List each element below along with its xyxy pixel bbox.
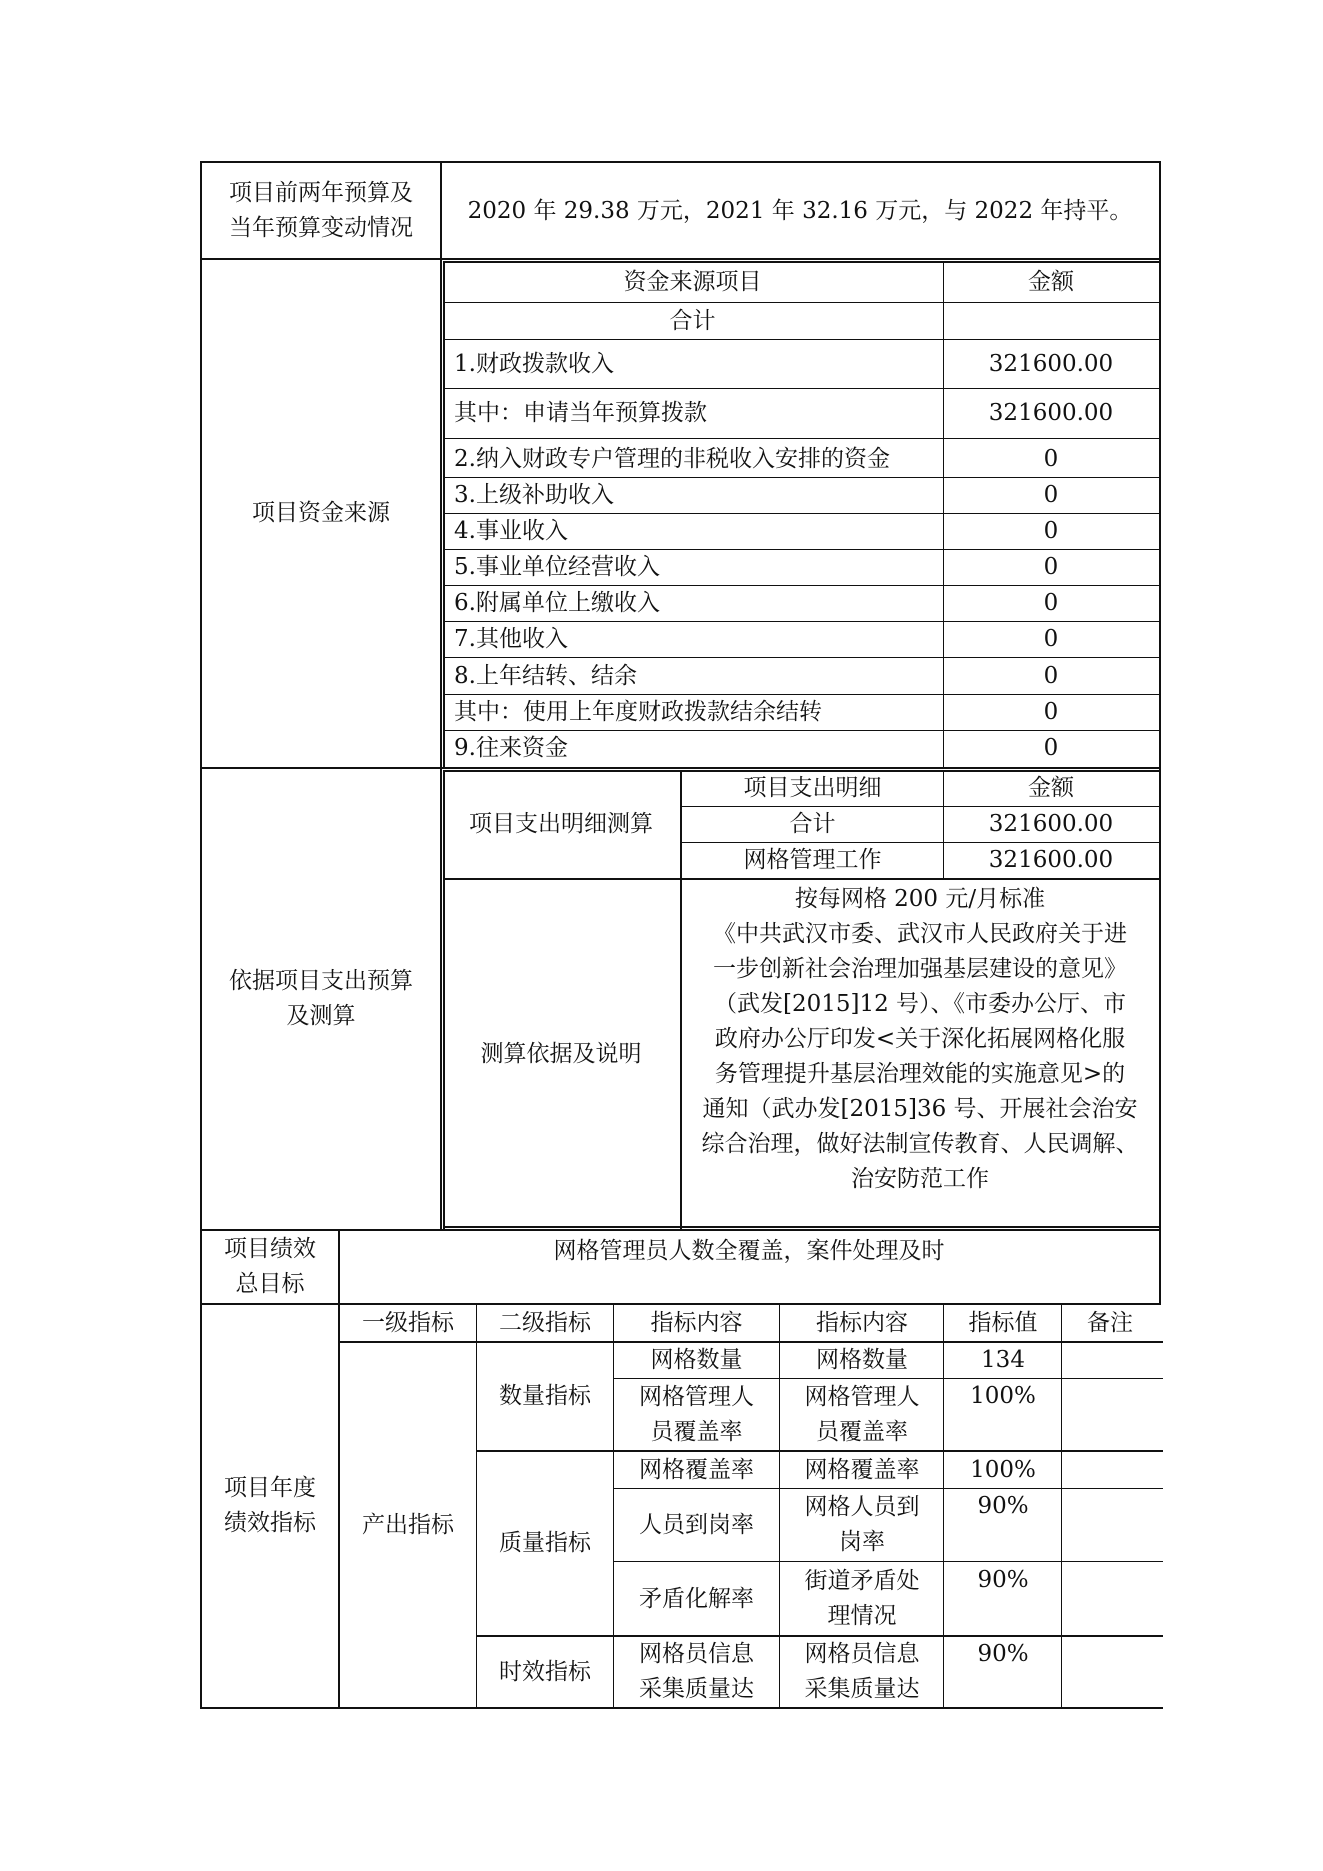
indicator-level1: 产出指标 xyxy=(362,1511,454,1538)
indicator-value: 100% xyxy=(970,1456,1036,1483)
indicator-content: 网格管理人 员覆盖率 xyxy=(804,1383,920,1445)
border-line xyxy=(200,767,1161,769)
prior-budget-value: 2020 年 29.38 万元，2021 年 32.16 万元，与 2022 年持平。 xyxy=(467,197,1133,224)
funding-row-item: 7.其他收入 xyxy=(454,625,568,652)
indicator-note xyxy=(1062,1563,1158,1635)
border-line xyxy=(440,161,442,1231)
border-line xyxy=(943,1303,944,1707)
basis-label: 测算依据及说明 xyxy=(480,1040,642,1067)
indicator-content: 网格数量 xyxy=(650,1347,743,1373)
border-line xyxy=(443,339,1161,340)
border-line xyxy=(1159,161,1161,1305)
indicator-content: 街道矛盾处 理情况 xyxy=(804,1568,920,1629)
indicator-content: 网格数量 xyxy=(816,1347,908,1373)
funding-row-amount: 0 xyxy=(1043,517,1059,544)
funding-row-amount: 321600.00 xyxy=(988,399,1114,426)
border-line xyxy=(1061,1303,1062,1707)
indicators-label: 项目年度 绩效指标 xyxy=(224,1475,316,1536)
border-line xyxy=(476,1635,1163,1637)
funding-header-item: 资金来源项目 xyxy=(623,268,762,295)
indicator-note xyxy=(1062,1489,1158,1561)
border-line xyxy=(613,1378,1163,1379)
border-line xyxy=(443,730,1161,731)
expense-row-item: 网格管理工作 xyxy=(743,847,882,873)
funding-row-amount: 0 xyxy=(1043,698,1059,725)
border-line xyxy=(943,261,944,767)
funding-source-label: 项目资金来源 xyxy=(252,500,390,526)
border-line xyxy=(680,842,1161,843)
indicator-content: 人员到岗率 xyxy=(639,1511,754,1538)
funding-row-item: 其中：申请当年预算拨款 xyxy=(454,399,707,426)
indicator-content: 网格覆盖率 xyxy=(804,1456,920,1483)
indicator-value: 134 xyxy=(981,1347,1025,1373)
indicator-content: 网格员信息 采集质量达 xyxy=(639,1641,754,1702)
border-line xyxy=(476,1450,1163,1452)
border-line xyxy=(443,388,1161,389)
goal-label: 项目绩效 总目标 xyxy=(224,1236,316,1297)
indicator-header: 备注 xyxy=(1087,1309,1133,1336)
indicator-value: 90% xyxy=(977,1567,1029,1593)
border-line xyxy=(338,1229,340,1707)
border-line xyxy=(443,770,1161,772)
indicator-content: 网格覆盖率 xyxy=(639,1456,754,1483)
indicator-value: 90% xyxy=(977,1493,1029,1519)
border-line xyxy=(200,161,202,1709)
funding-row-item: 6.附属单位上缴收入 xyxy=(454,589,660,616)
border-line xyxy=(779,1303,780,1707)
funding-row-amount: 0 xyxy=(1043,481,1059,508)
expense-row-amount: 321600.00 xyxy=(988,847,1114,873)
border-line xyxy=(443,261,1161,263)
indicator-content: 网格人员到 岗率 xyxy=(804,1494,920,1555)
indicator-content: 矛盾化解率 xyxy=(639,1585,754,1612)
prior-budget-label: 项目前两年预算及 当年预算变动情况 xyxy=(229,180,413,241)
funding-row-amount: 0 xyxy=(1043,589,1059,616)
border-line xyxy=(443,513,1161,514)
border-line xyxy=(443,694,1161,695)
funding-row-item: 9.往来资金 xyxy=(454,734,568,761)
indicator-note xyxy=(1062,1343,1158,1378)
funding-row-item: 3.上级补助收入 xyxy=(454,481,614,508)
expense-header-amount: 金额 xyxy=(1028,775,1074,801)
funding-row-item: 其中：使用上年度财政拨款结余结转 xyxy=(454,698,822,725)
border-line xyxy=(613,1561,1163,1562)
indicator-level2: 时效指标 xyxy=(499,1658,591,1685)
border-line xyxy=(200,1707,1163,1709)
indicator-note xyxy=(1062,1452,1158,1488)
indicator-content: 网格管理人 员覆盖率 xyxy=(639,1383,754,1445)
indicator-header: 指标值 xyxy=(968,1309,1038,1336)
border-line xyxy=(200,1303,1161,1305)
border-line xyxy=(443,477,1161,478)
funding-row-amount: 0 xyxy=(1043,625,1059,652)
border-line xyxy=(476,1303,477,1707)
indicator-content: 网格员信息 采集质量达 xyxy=(804,1641,920,1702)
goal-text: 网格管理员人数全覆盖，案件处理及时 xyxy=(553,1238,945,1264)
expense-row-amount: 321600.00 xyxy=(988,811,1114,837)
border-line xyxy=(943,770,944,880)
funding-row-item: 1.财政拨款收入 xyxy=(454,350,614,377)
funding-row-amount: 321600.00 xyxy=(988,350,1114,377)
indicator-level2: 质量指标 xyxy=(499,1530,591,1556)
funding-row-amount: 0 xyxy=(1043,553,1059,580)
border-line xyxy=(338,1341,1163,1343)
indicator-header: 指标内容 xyxy=(650,1309,743,1336)
indicator-header: 二级指标 xyxy=(499,1309,591,1336)
border-line xyxy=(443,1226,1161,1228)
border-line xyxy=(613,1303,614,1707)
indicator-note xyxy=(1062,1637,1158,1707)
border-line xyxy=(200,161,1161,163)
funding-total-label: 合计 xyxy=(669,307,716,334)
expense-detail-label: 项目支出明细测算 xyxy=(469,811,653,837)
border-line xyxy=(680,770,682,1229)
expense-header-item: 项目支出明细 xyxy=(743,775,882,801)
funding-row-item: 8.上年结转、结余 xyxy=(454,662,637,689)
indicator-level2: 数量指标 xyxy=(499,1383,591,1409)
indicator-value: 90% xyxy=(977,1641,1029,1667)
indicator-header: 一级指标 xyxy=(362,1309,454,1336)
funding-row-amount: 0 xyxy=(1043,662,1059,689)
funding-row-amount: 0 xyxy=(1043,734,1059,761)
basis-text: 按每网格 200 元/月标准 《中共武汉市委、武汉市人民政府关于进 一步创新社会治理加强基层建设的意见》 （武发[2015]12 号）、《市委办公厅、市 政府办公厅印发<关于深化拓展网格化服 务管理提升基层治理效能的实施意见>的 通知（武办发[2015]36 号、开展社会治安 综合治理，做好法制宣传教育、人民调解、 治安防范工作 xyxy=(701,886,1139,1192)
indicator-header: 指标内容 xyxy=(816,1309,908,1336)
funding-header-amount: 金额 xyxy=(1028,268,1074,295)
border-line xyxy=(443,770,445,1229)
border-line xyxy=(443,585,1161,586)
expense-basis-label: 依据项目支出预算 及测算 xyxy=(229,967,413,1029)
border-line xyxy=(613,1488,1163,1489)
funding-row-amount: 0 xyxy=(1043,445,1059,472)
border-line xyxy=(443,261,445,767)
border-line xyxy=(443,657,1161,658)
indicator-note xyxy=(1062,1379,1158,1450)
border-line xyxy=(443,302,1161,303)
expense-row-item: 合计 xyxy=(789,811,836,837)
border-line xyxy=(200,258,1161,260)
border-line xyxy=(443,878,1161,880)
funding-row-item: 5.事业单位经营收入 xyxy=(454,553,660,580)
funding-row-item: 2.纳入财政专户管理的非税收入安排的资金 xyxy=(454,445,890,472)
funding-row-item: 4.事业收入 xyxy=(454,517,568,544)
border-line xyxy=(680,806,1161,807)
funding-total-value xyxy=(944,303,1158,339)
border-line xyxy=(200,1229,1161,1231)
border-line xyxy=(443,438,1161,439)
border-line xyxy=(443,549,1161,550)
indicator-value: 100% xyxy=(970,1383,1036,1409)
border-line xyxy=(443,621,1161,622)
